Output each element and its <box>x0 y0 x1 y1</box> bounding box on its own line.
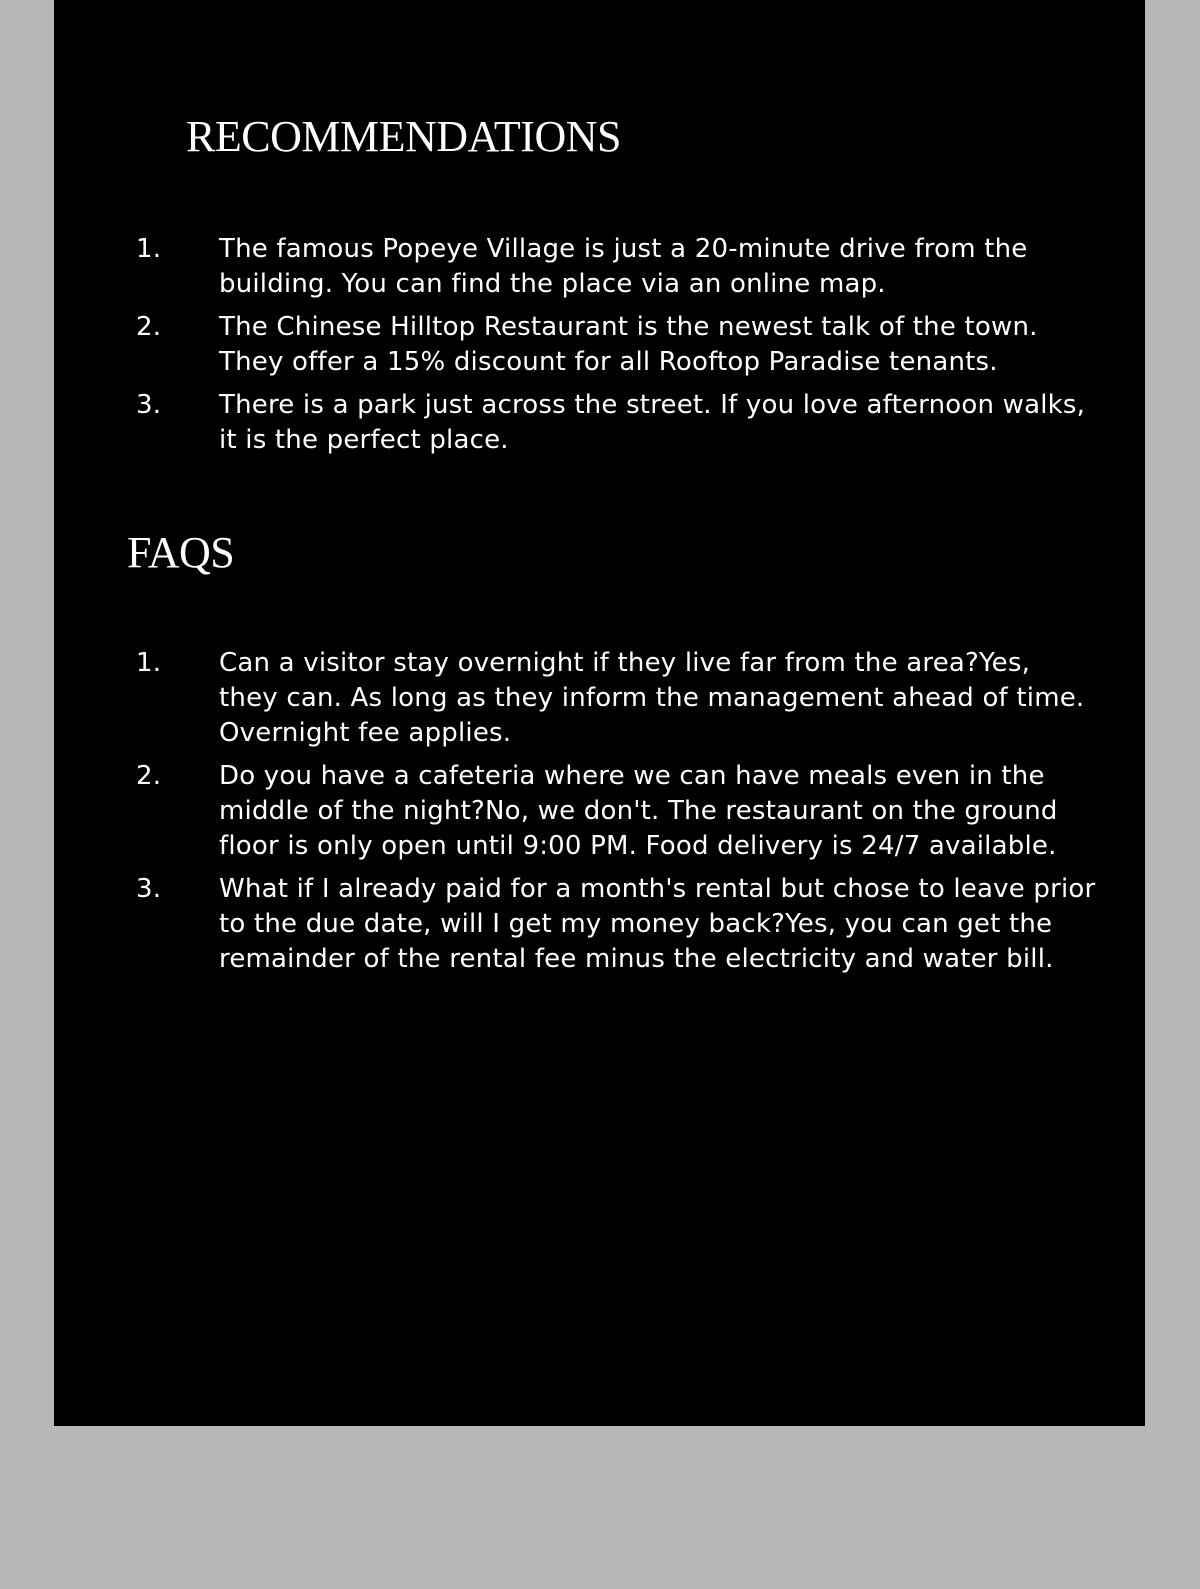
list-item-number: 3. <box>136 874 162 904</box>
list-item-number: 1. <box>136 648 162 678</box>
list-item-number: 3. <box>136 390 162 420</box>
faqs-heading: FAQS <box>127 528 235 577</box>
list-item <box>54 232 1145 302</box>
list-item-text: Can a visitor stay overnight if they live far from the area?Yes, they can. As long as they inform the management ahead of time. Overnight fee applies. <box>219 648 1085 748</box>
list-item-number: 1. <box>136 234 162 264</box>
list-item-number: 2. <box>136 312 162 342</box>
list-item-text: There is a park just across the street. If you love afternoon walks, it is the perfect place. <box>219 390 1086 455</box>
list-item-text: The Chinese Hilltop Restaurant is the newest talk of the town. They offer a 15% discount for all Rooftop Paradise tenants. <box>219 312 1038 377</box>
recommendations-list <box>54 232 1145 466</box>
list-item-text: Do you have a cafeteria where we can have meals even in the middle of the night?No, we don't. The restaurant on the ground floor is only open until 9:00 PM. Food delivery is 24/7 available. <box>219 761 1058 861</box>
document-page <box>54 0 1145 1426</box>
faqs-list <box>54 646 1145 985</box>
list-item <box>54 310 1145 380</box>
list-item <box>54 872 1145 977</box>
list-item-text: The famous Popeye Village is just a 20-minute drive from the building. You can find the place via an online map. <box>219 234 1028 299</box>
list-item-number: 2. <box>136 761 162 791</box>
list-item <box>54 759 1145 864</box>
list-item <box>54 388 1145 458</box>
list-item <box>54 646 1145 751</box>
list-item-text: What if I already paid for a month's rental but chose to leave prior to the due date, will I get my money back?Yes, you can get the remainder of the rental fee minus the electricity and water bill. <box>219 874 1096 974</box>
recommendations-heading: RECOMMENDATIONS <box>186 112 621 161</box>
